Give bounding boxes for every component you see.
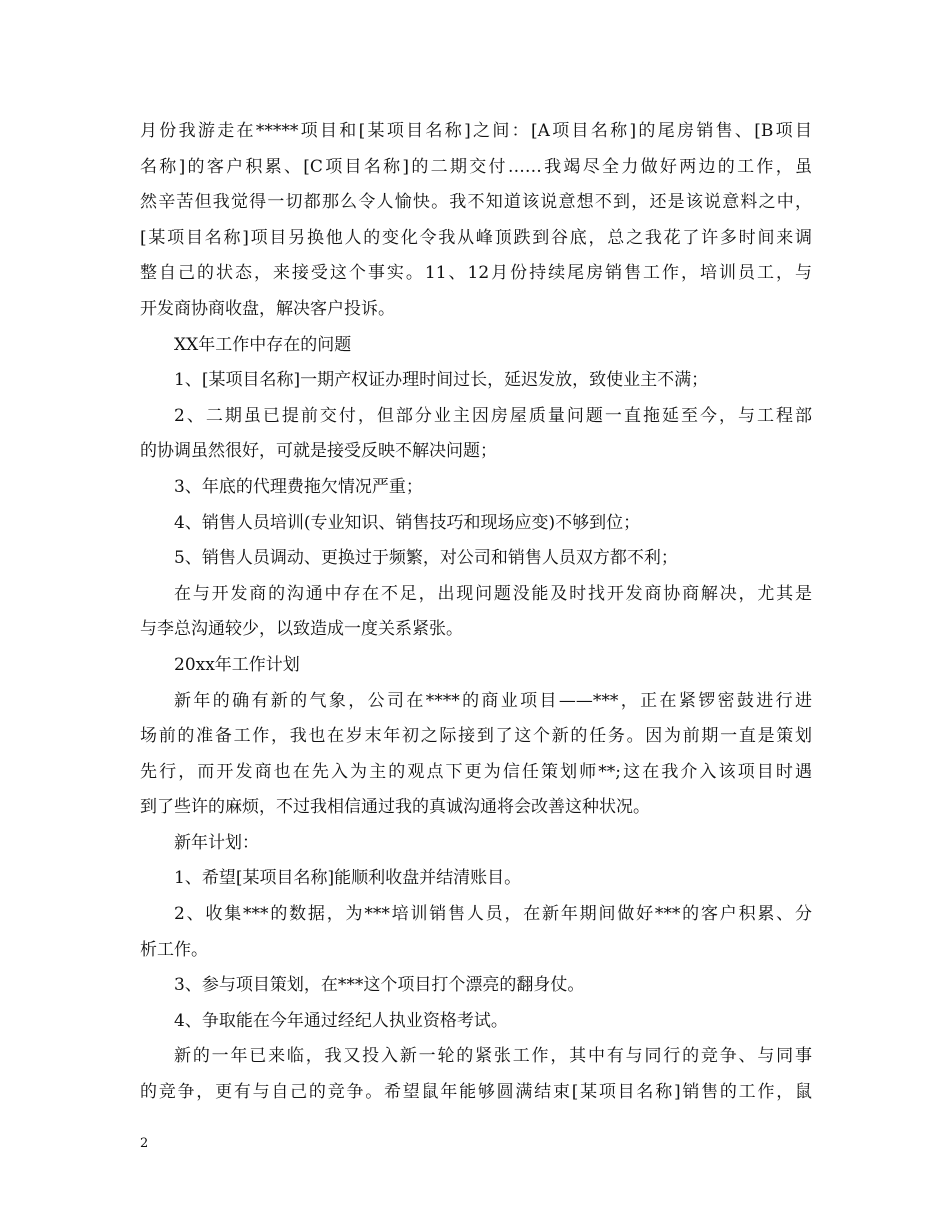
list-item: 1、希望[某项目名称]能顺利收盘并结清账目。 [174, 868, 522, 889]
text-line: 新年的确有新的气象，公司在****的商业项目——***，正在紧锣密鼓进行进 [174, 690, 812, 711]
text-line: 名称]的客户积累、[C项目名称]的二期交付……我竭尽全力做好两边的工作，虽 [140, 156, 812, 177]
list-item: 4、销售人员培训(专业知识、销售技巧和现场应变)不够到位； [174, 512, 641, 533]
text-line: 月份我游走在*****项目和[某项目名称]之间：[A项目名称]的尾房销售、[B项目 [140, 121, 812, 141]
text-line: [某项目名称]项目另换他人的变化令我从峰顶跌到谷底，总之我花了许多时间来调 [140, 227, 812, 248]
page-number: 2 [140, 1136, 149, 1151]
list-item: 2、收集***的数据，为***培训销售人员，在新年期间做好***的客户积累、分 [174, 904, 812, 925]
list-item: 5、销售人员调动、更换过于频繁，对公司和销售人员双方都不利； [174, 548, 678, 569]
list-item: 3、年底的代理费拖欠情况严重； [174, 476, 423, 497]
list-item: 3、参与项目策划，在***这个项目打个漂亮的翻身仗。 [174, 975, 585, 996]
text-line: 场前的准备工作，我也在岁末年初之际接到了这个新的任务。因为前期一直是策划 [140, 726, 812, 747]
text-line: 整自己的状态，来接受这个事实。11、12月份持续尾房销售工作，培训员工，与 [140, 263, 812, 284]
text-line: 在与开发商的沟通中存在不足，出现问题没能及时找开发商协商解决，尤其是 [174, 583, 812, 604]
section-heading: 新年计划： [174, 832, 259, 853]
text-line: 然辛苦但我觉得一切都那么令人愉快。我不知道该说意想不到，还是该说意料之中， [140, 192, 812, 213]
list-item: 2、二期虽已提前交付，但部分业主因房屋质量问题一直拖延至今，与工程部 [174, 405, 812, 426]
text-line: 先行，而开发商也在先入为主的观点下更为信任策划师**;这在我介入该项目时遇 [140, 761, 812, 782]
text-line: 开发商协商收盘，解决客户投诉。 [140, 298, 395, 319]
list-item: 1、[某项目名称]一期产权证办理时间过长，延迟发放，致使业主不满； [174, 370, 709, 391]
text-line: 的竞争，更有与自己的竞争。希望鼠年能够圆满结束[某项目名称]销售的工作，鼠 [140, 1082, 812, 1103]
text-line: 的协调虽然很好，可就是接受反映不解决问题； [140, 441, 497, 462]
text-line: 与李总沟通较少，以致造成一度关系紧张。 [140, 619, 463, 640]
text-line: 到了些许的麻烦，不过我相信通过我的真诚沟通将会改善这种状况。 [140, 797, 650, 818]
section-heading: 20xx年工作计划 [174, 654, 300, 675]
body-text [140, 114, 812, 1111]
text-line: 新的一年已来临，我又投入新一轮的紧张工作，其中有与同行的竞争、与同事 [174, 1046, 812, 1067]
list-item: 4、争取能在今年通过经纪人执业资格考试。 [174, 1010, 508, 1031]
section-heading: XX年工作中存在的问题 [174, 334, 352, 355]
text-line: 析工作。 [140, 939, 208, 960]
